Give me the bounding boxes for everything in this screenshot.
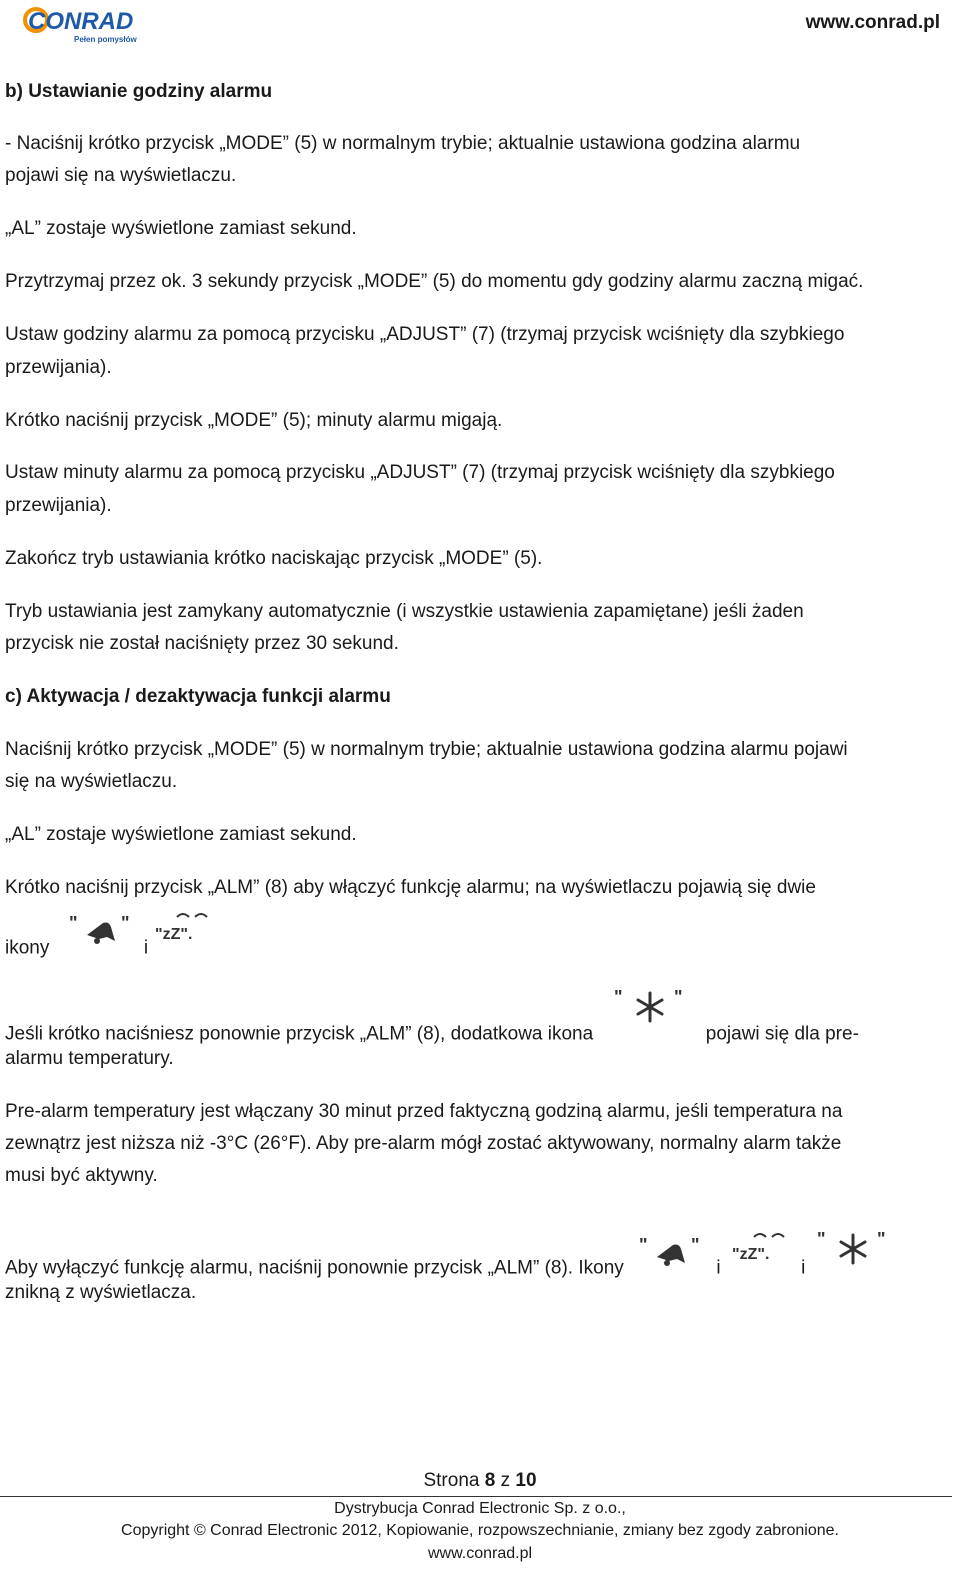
snooze-zz-icon xyxy=(732,1231,796,1278)
svg-text:": " xyxy=(674,989,684,1007)
c-paragraph-6-line-2: znikną z wyświetlacza. xyxy=(5,1282,197,1303)
icons-and-text: i xyxy=(143,937,149,959)
page-total: 10 xyxy=(515,1470,537,1491)
b-paragraph-3: Przytrzymaj przez ok. 3 sekundy przycisk „MODE” (5) do momentu gdy godziny alarmu zaczną migać. xyxy=(5,271,864,292)
footer-copyright: Copyright © Conrad Electronic 2012, Kopiowanie, rozpowszechnianie, zmiany bez zgody zabronione. xyxy=(121,1522,839,1539)
section-c-heading: c) Aktywacja / dezaktywacja funkcji alarmu xyxy=(5,686,391,707)
conrad-logo xyxy=(22,5,142,50)
c-paragraph-1-line-2: się na wyświetlaczu. xyxy=(5,771,178,792)
b-paragraph-5: Krótko naciśnij przycisk „MODE” (5); minuty alarmu migają. xyxy=(5,410,503,431)
b-paragraph-7: Zakończ tryb ustawiania krótko naciskając przycisk „MODE” (5). xyxy=(5,548,543,569)
icons-intro-text: ikony xyxy=(5,937,50,959)
b-paragraph-4-line-2: przewijania). xyxy=(5,357,112,378)
c-paragraph-4-line-2: alarmu temperatury. xyxy=(5,1048,174,1069)
icons-and-text-1: i xyxy=(716,1257,721,1279)
svg-text:"zZ".: "zZ". xyxy=(155,926,193,943)
icons-and-text-2: i xyxy=(801,1257,806,1279)
svg-text:": " xyxy=(876,1231,886,1249)
svg-text:": " xyxy=(816,1231,826,1249)
c-paragraph-4-text-b: pojawi się dla pre- xyxy=(705,1023,859,1045)
svg-text:"zZ".: "zZ". xyxy=(731,1246,770,1263)
footer-website[interactable]: www.conrad.pl xyxy=(427,1545,533,1562)
snowflake-icon xyxy=(614,989,686,1036)
b-paragraph-8-line-1: Tryb ustawiania jest zamykany automatycznie (i wszystkie ustawienia zapamiętane) jeśli żaden xyxy=(5,601,804,622)
b-paragraph-1-line-2: pojawi się na wyświetlaczu. xyxy=(5,165,237,186)
b-paragraph-8-line-2: przycisk nie został naciśnięty przez 30 sekund. xyxy=(5,633,399,654)
svg-text:": " xyxy=(614,989,624,1007)
footer-distribution: Dystrybucja Conrad Electronic Sp. z o.o., xyxy=(334,1500,626,1517)
b-paragraph-2: „AL” zostaje wyświetlone zamiast sekund. xyxy=(5,218,357,239)
svg-text:": " xyxy=(691,1237,700,1255)
c-paragraph-5-line-1: Pre-alarm temperatury jest włączany 30 minut przed faktyczną godziną alarmu, jeśli temperatura na xyxy=(5,1101,843,1122)
footer-divider xyxy=(0,1496,952,1497)
page-number xyxy=(0,1470,960,1492)
svg-text:Pełen pomysłów: Pełen pomysłów xyxy=(74,35,137,44)
b-paragraph-1-line-1: - Naciśnij krótko przycisk „MODE” (5) w normalnym trybie; aktualnie ustawiona godzina alarmu xyxy=(5,133,801,154)
c-paragraph-4-text-a: Jeśli krótko naciśniesz ponownie przycisk „ALM” (8), dodatkowa ikona xyxy=(5,1023,594,1045)
c-paragraph-3-line-2 xyxy=(5,915,953,972)
bell-icon xyxy=(639,1237,705,1280)
bell-icon xyxy=(69,915,135,958)
b-paragraph-4-line-1: Ustaw godziny alarmu za pomocą przycisku „ADJUST” (7) (trzymaj przycisk wciśnięty dla szybkiego xyxy=(5,324,845,345)
page-prefix: Strona xyxy=(423,1470,480,1491)
svg-text:": " xyxy=(68,915,78,933)
snooze-zz-icon xyxy=(155,911,219,958)
c-paragraph-5-line-3: musi być aktywny. xyxy=(5,1165,158,1186)
header-website[interactable]: www.conrad.pl xyxy=(805,12,940,33)
svg-text:CONRAD: CONRAD xyxy=(28,8,134,35)
svg-text:": " xyxy=(120,915,130,933)
page-current: 8 xyxy=(484,1470,496,1491)
page-separator: z xyxy=(500,1470,511,1491)
svg-text:": " xyxy=(639,1237,648,1255)
b-paragraph-6-line-1: Ustaw minuty alarmu za pomocą przycisku „ADJUST” (7) (trzymaj przycisk wciśnięty dla szybkiego xyxy=(5,462,835,483)
section-b-heading: b) Ustawianie godziny alarmu xyxy=(5,81,273,102)
snowflake-icon xyxy=(817,1231,889,1278)
c-paragraph-3-line-1: Krótko naciśnij przycisk „ALM” (8) aby włączyć funkcję alarmu; na wyświetlaczu pojawią się dwie xyxy=(5,877,816,898)
c-paragraph-5-line-2: zewnątrz jest niższa niż -3°C (26°F). Aby pre-alarm mógł zostać aktywowany, normalny alarm także xyxy=(5,1133,842,1154)
c-paragraph-2: „AL” zostaje wyświetlone zamiast sekund. xyxy=(5,824,357,845)
c-paragraph-1-line-1: Naciśnij krótko przycisk „MODE” (5) w normalnym trybie; aktualnie ustawiona godzina alarmu pojawi xyxy=(5,739,848,760)
c-paragraph-6-text: Aby wyłączyć funkcję alarmu, naciśnij ponownie przycisk „ALM” (8). Ikony xyxy=(5,1257,624,1279)
b-paragraph-6-line-2: przewijania). xyxy=(5,495,112,516)
